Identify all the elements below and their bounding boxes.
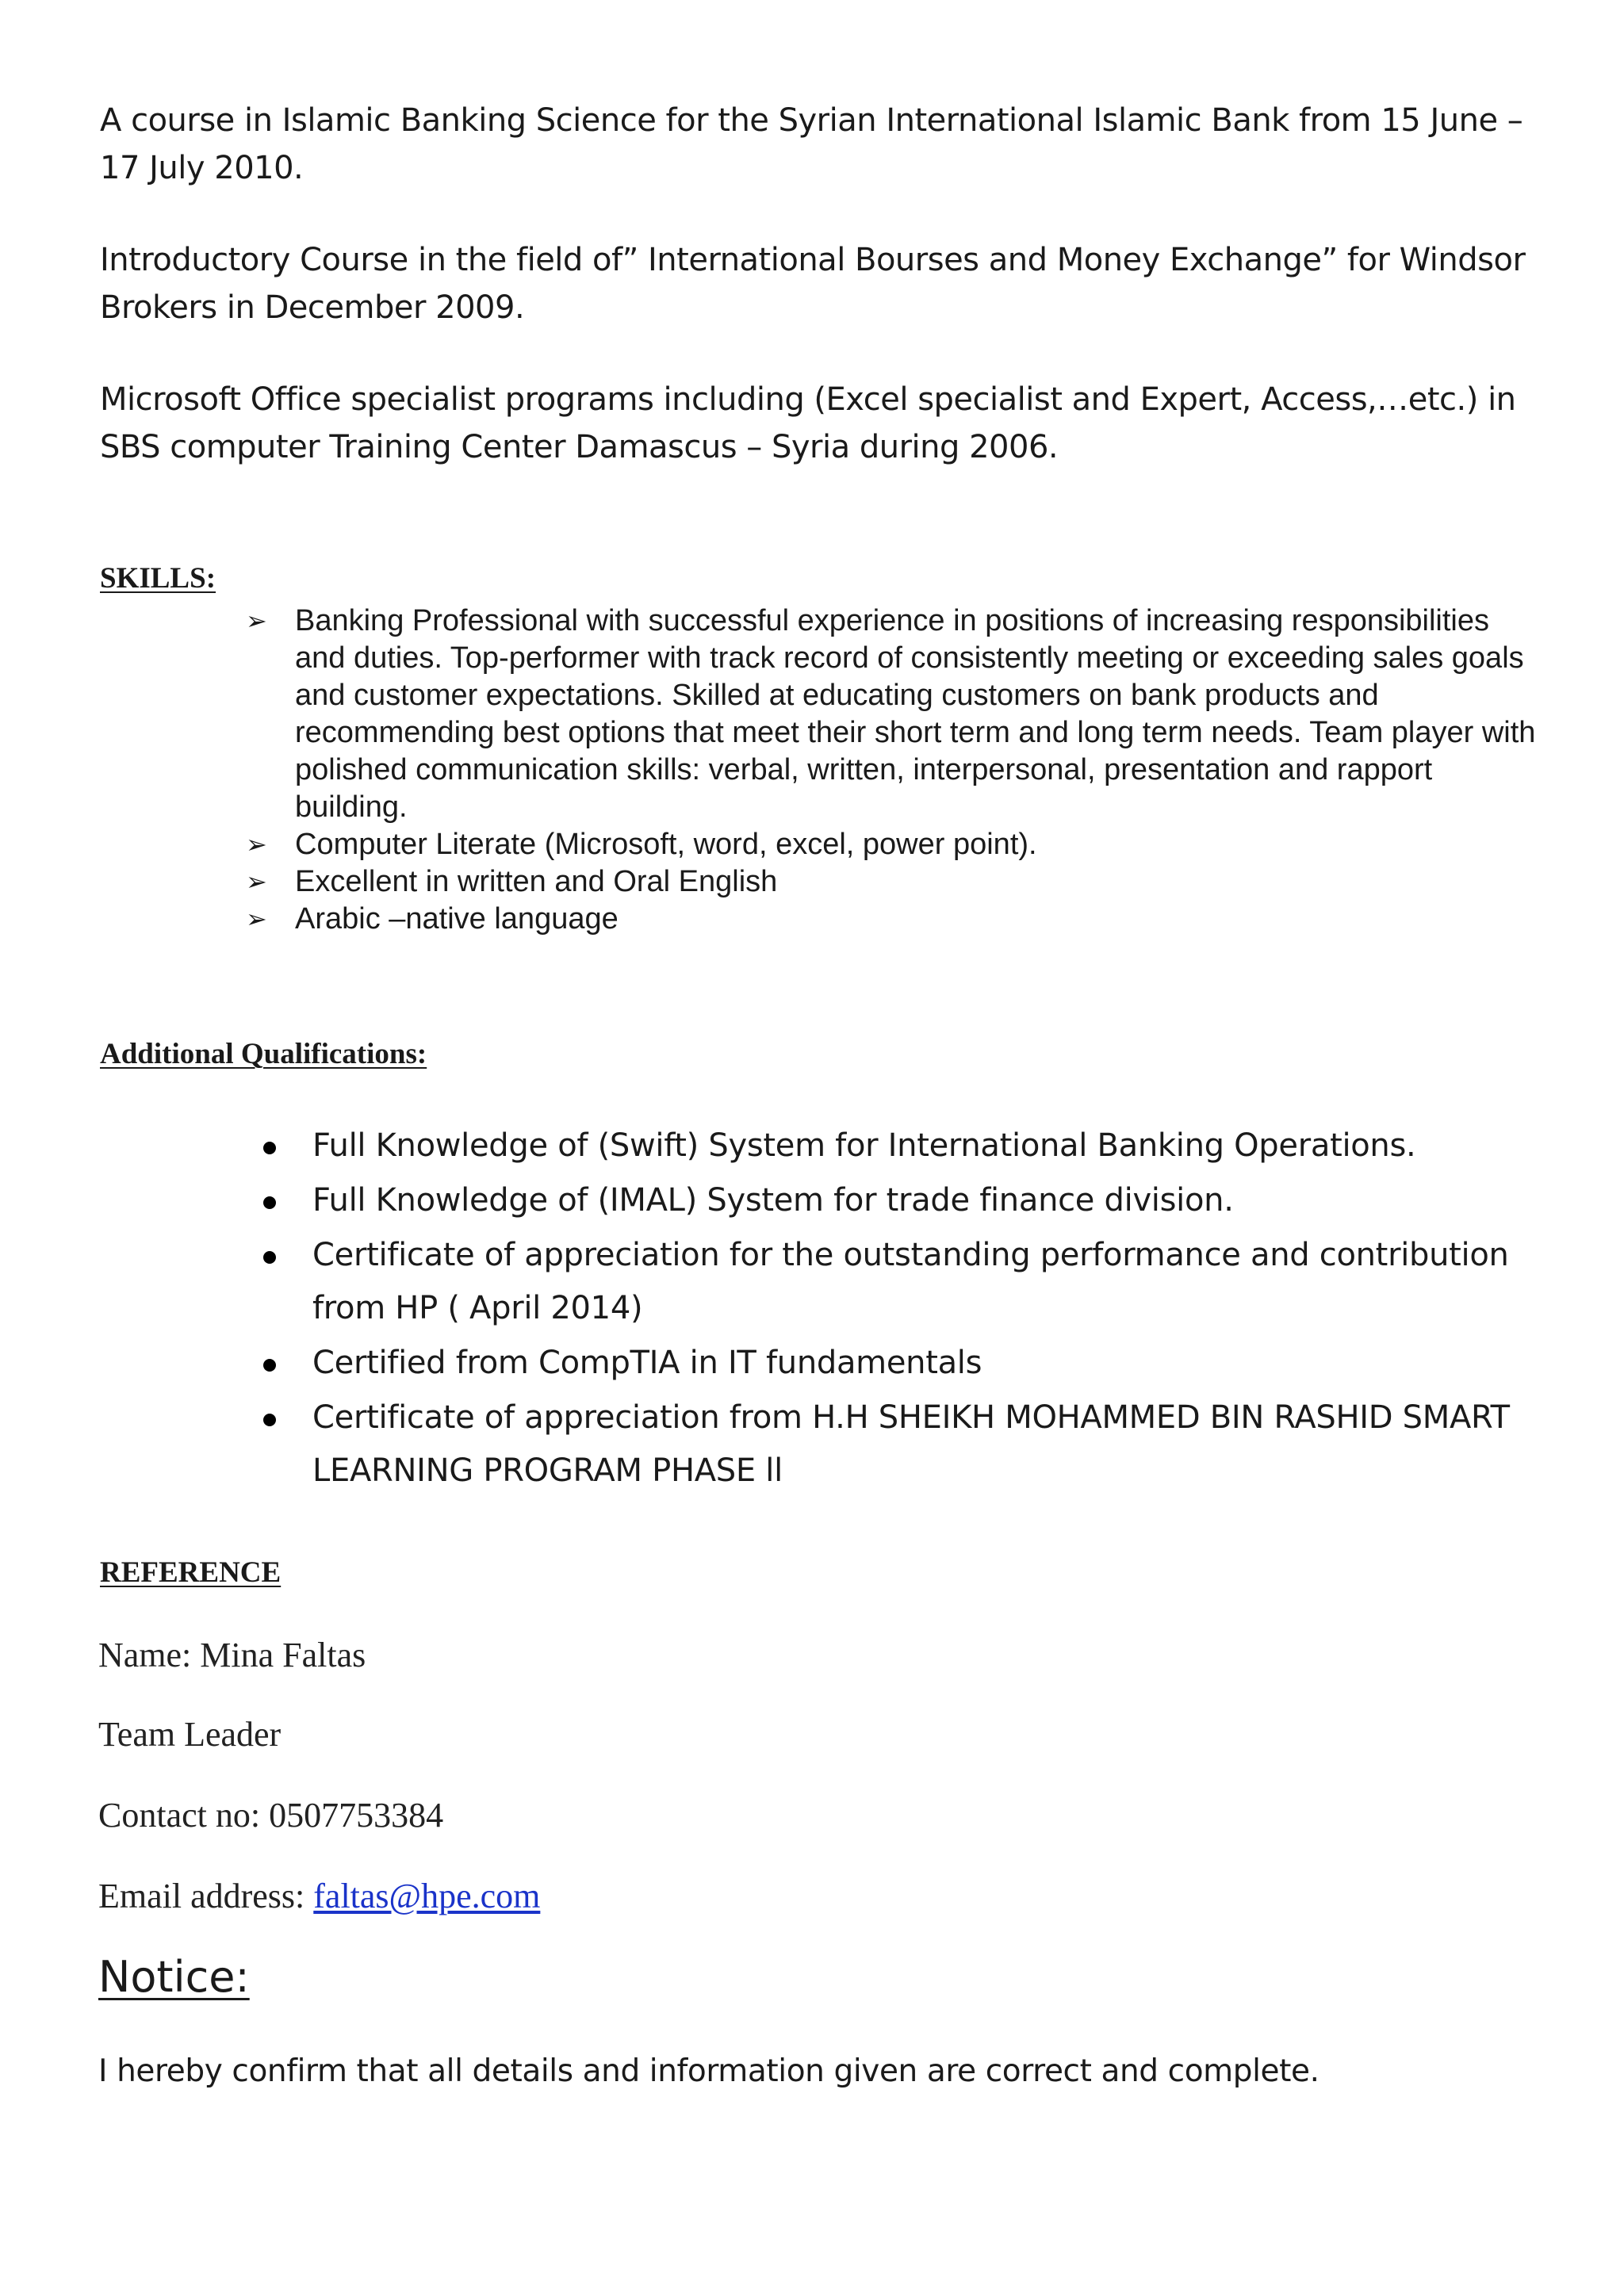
skill-item (243, 863, 1543, 901)
qualification-text: Certificate of appreciation from H.H SHEIKH MOHAMMED BIN RASHID SMART LEARNING PROGRAM PHASE ll (312, 1399, 1510, 1489)
reference-email-line (98, 1876, 540, 1916)
bullet-dot-icon (263, 1359, 276, 1372)
reference-contact: Contact no: 0507753384 (98, 1796, 444, 1835)
course-entry: Microsoft Office specialist programs including (Excel specialist and Expert, Access,…etc.) in SBS computer Training Center Damascus – Syria during 2006. (100, 381, 1516, 465)
skill-item (243, 603, 1543, 826)
qualification-item (262, 1119, 1562, 1173)
qualification-text: Certified from CompTIA in IT fundamentals (312, 1345, 982, 1381)
arrow-bullet-icon: ➢ (246, 830, 267, 859)
qualification-item (262, 1229, 1562, 1335)
notice-text: I hereby confirm that all details and information given are correct and complete. (98, 2053, 1320, 2089)
qualification-text: Full Knowledge of (Swift) System for International Banking Operations. (312, 1127, 1416, 1164)
qualification-text: Certificate of appreciation for the outstanding performance and contribution from HP ( April 2014) (312, 1237, 1509, 1326)
skill-item (243, 901, 1543, 938)
skills-list (243, 603, 1543, 938)
qualifications-list (262, 1119, 1562, 1499)
qualification-item (262, 1174, 1562, 1227)
bullet-dot-icon (263, 1251, 276, 1264)
bullet-dot-icon (263, 1196, 276, 1209)
qualification-text: Full Knowledge of (IMAL) System for trade finance division. (312, 1182, 1234, 1219)
qualification-item (262, 1337, 1562, 1390)
reference-name: Name: Mina Faltas (98, 1636, 366, 1674)
notice-heading: Notice: (98, 1952, 250, 2002)
skill-text: Excellent in written and Oral English (295, 865, 778, 898)
arrow-bullet-icon: ➢ (246, 905, 267, 933)
skill-text: Computer Literate (Microsoft, word, excel, power point). (295, 828, 1037, 861)
reference-title: Team Leader (98, 1715, 282, 1754)
qualifications-heading: Additional Qualifications: (100, 1038, 427, 1070)
course-entry: A course in Islamic Banking Science for the Syrian International Islamic Bank from 15 June – 17 July 2010. (100, 102, 1523, 186)
skills-heading: SKILLS: (100, 562, 216, 595)
qualification-item (262, 1391, 1562, 1498)
course-entry: Introductory Course in the field of” International Bourses and Money Exchange” for Windsor Brokers in December 2009. (100, 242, 1526, 326)
bullet-dot-icon (263, 1414, 276, 1426)
courses-section (100, 97, 1543, 515)
reference-heading: REFERENCE (100, 1556, 282, 1589)
reference-email-label: Email address: (98, 1877, 314, 1915)
skill-text: Banking Professional with successful experience in positions of increasing responsibilities and duties. Top-performer with track record of consistently meeting or exceeding sales goals and customer expectations. Skilled at educating customers on bank products and recommending best options that meet their short term and long term needs. Team player with polished communication skills: verbal, written, interpersonal, presentation and rapport building. (295, 604, 1536, 824)
skill-item (243, 826, 1543, 863)
reference-email-link[interactable]: faltas@hpe.com (313, 1877, 541, 1915)
bullet-dot-icon (263, 1142, 276, 1154)
arrow-bullet-icon: ➢ (246, 607, 267, 635)
arrow-bullet-icon: ➢ (246, 867, 267, 896)
skill-text: Arabic –native language (295, 902, 619, 936)
